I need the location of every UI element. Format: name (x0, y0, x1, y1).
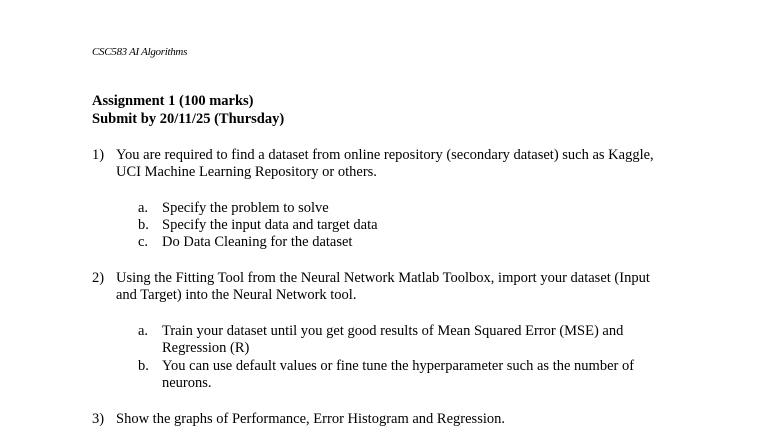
question-1-item-a-letter: a. (138, 200, 149, 216)
question-1-item-b-text: Specify the input data and target data (162, 217, 378, 233)
question-3-number: 3) (92, 411, 105, 427)
question-1-text-line-2: UCI Machine Learning Repository or others. (116, 164, 377, 180)
question-1-item-b-letter: b. (138, 217, 149, 233)
question-2-item-a-text-line-1: Train your dataset until you get good results of Mean Squared Error (MSE) and (162, 323, 624, 339)
question-2-text-line-2: and Target) into the Neural Network tool. (116, 287, 357, 303)
question-1-item-c-letter: c. (138, 234, 149, 250)
question-3-text-line-1: Show the graphs of Performance, Error Histogram and Regression. (116, 411, 505, 427)
submission-deadline: Submit by 20/11/25 (Thursday) (92, 111, 285, 127)
question-2-item-a-letter: a. (138, 323, 149, 339)
assignment-title: Assignment 1 (100 marks) (92, 93, 254, 109)
question-1-item-c-text: Do Data Cleaning for the dataset (162, 234, 353, 250)
question-1-number: 1) (92, 147, 105, 163)
question-2-item-b-letter: b. (138, 358, 149, 374)
question-2-number: 2) (92, 270, 105, 286)
question-2-text-line-1: Using the Fitting Tool from the Neural Network Matlab Toolbox, import your dataset (Input (116, 270, 650, 286)
question-1-item-a-text: Specify the problem to solve (162, 200, 329, 216)
question-1-text-line-1: You are required to find a dataset from online repository (secondary dataset) such as Kaggle, (116, 147, 654, 163)
question-2-item-a-text-line-2: Regression (R) (162, 340, 250, 356)
question-2-item-b-text-line-2: neurons. (162, 375, 212, 391)
question-2-item-b-text-line-1: You can use default values or fine tune the hyperparameter such as the number of (162, 358, 635, 374)
course-header: CSC583 AI Algorithms (92, 46, 188, 58)
